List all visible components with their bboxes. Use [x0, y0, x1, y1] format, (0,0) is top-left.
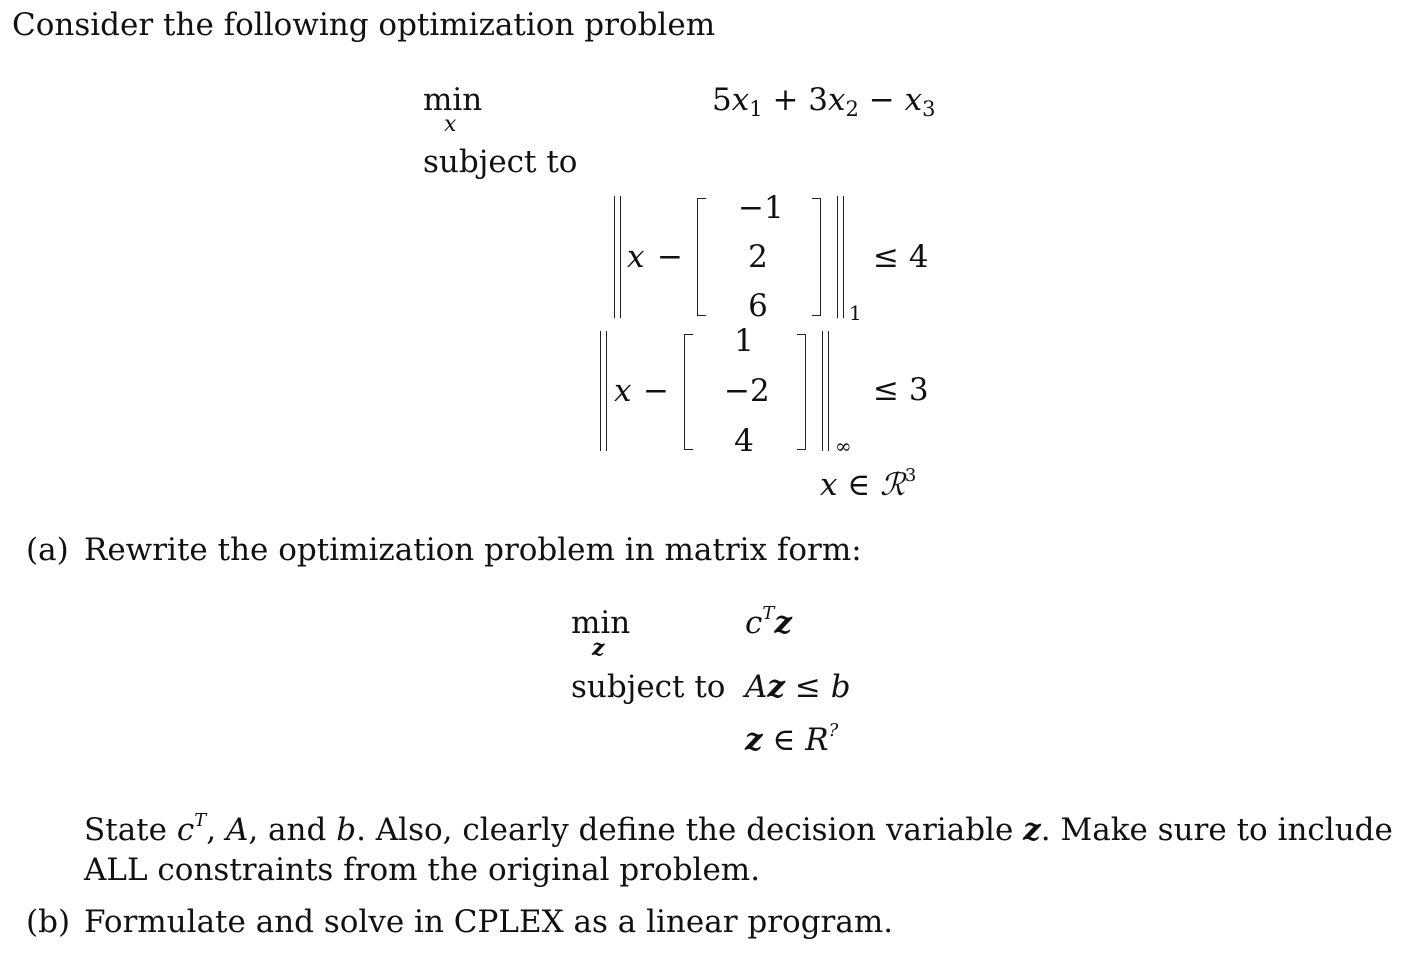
part-a-instruction-line1: [84, 810, 1393, 848]
matrix-objective-z: z: [774, 605, 792, 641]
matrix-objective-c: c: [745, 605, 763, 641]
instruction-part-5: . Make sure to include: [1040, 812, 1393, 848]
constraint2-norm-subscript: ∞: [835, 434, 852, 458]
objective-sub-3: 3: [922, 97, 936, 121]
matrix-domain-R: R: [805, 722, 829, 758]
subject-to-label: subject to: [423, 144, 578, 180]
objective-var-1: x: [731, 82, 750, 118]
instruction-c: c: [176, 812, 195, 848]
matrix-subject-to-label: subject to: [571, 669, 726, 705]
objective-op-2: −: [868, 82, 895, 118]
matrix-domain-exponent: ?: [828, 720, 839, 741]
objective-var-2: x: [828, 82, 846, 118]
matrix-objective: [745, 603, 792, 641]
domain-set: ℛ: [880, 467, 905, 503]
objective-function: [712, 82, 936, 121]
matrix-constraint-z: z: [767, 669, 785, 705]
constraint2-vector-entry-3: 4: [734, 423, 754, 459]
matrix-constraint-A: A: [745, 669, 768, 705]
instruction-transpose: T: [194, 810, 207, 831]
part-b-label: (b): [26, 904, 71, 940]
norm2-left-bar-b: [606, 331, 607, 451]
constraint1-var: x: [627, 239, 645, 275]
norm1-right-bar-a: [837, 196, 838, 318]
part-a-instruction-line2: ALL constraints from the original problem.: [84, 852, 761, 888]
matrix-domain: [745, 720, 839, 758]
matrix-domain-z: z: [745, 722, 763, 758]
constraint2-var: x: [614, 373, 632, 409]
domain-exponent: 3: [904, 465, 917, 486]
constraint2-bracket-left: [684, 334, 693, 450]
instruction-A: A: [225, 812, 249, 848]
matrix-min-operator: min: [571, 605, 631, 641]
part-a-text: Rewrite the optimization problem in matrix form:: [84, 532, 862, 568]
objective-sub-2: 2: [845, 97, 859, 121]
constraint2-minus: −: [643, 373, 669, 409]
intro-text: Consider the following optimization problem: [12, 7, 716, 43]
objective-coef-2: 3: [808, 82, 829, 118]
norm1-left-bar-a: [614, 196, 615, 318]
objective-coef-1: 5: [712, 82, 732, 118]
objective-var-3: x: [904, 82, 923, 118]
instruction-part-3: , and: [248, 812, 337, 848]
norm2-right-bar-a: [822, 331, 823, 451]
constraint2-relation: ≤ 3: [873, 372, 929, 408]
constraint1-relation: ≤ 4: [873, 239, 929, 275]
part-b-text: Formulate and solve in CPLEX as a linear program.: [84, 904, 894, 940]
instruction-b: b: [336, 812, 357, 848]
domain-var: x: [820, 467, 838, 503]
matrix-constraint-b: b: [830, 669, 851, 705]
norm2-left-bar-a: [600, 331, 601, 451]
constraint2-vector-entry-2: −2: [724, 373, 770, 409]
norm2-right-bar-b: [828, 331, 829, 451]
constraint1-minus: −: [657, 239, 683, 275]
objective-op-1: +: [772, 82, 799, 118]
min-variable: x: [444, 112, 457, 137]
norm1-right-bar-b: [843, 196, 844, 318]
matrix-objective-transpose: T: [762, 603, 775, 624]
matrix-domain-in: ∈: [772, 722, 796, 758]
instruction-part-1: State: [84, 812, 177, 848]
min-operator: min: [423, 82, 483, 118]
constraint1-bracket-right: [812, 198, 821, 316]
instruction-z: z: [1023, 812, 1041, 848]
matrix-constraint: [745, 669, 851, 705]
objective-sub-1: 1: [749, 97, 763, 121]
domain-in: ∈: [847, 467, 871, 503]
norm1-left-bar-b: [620, 196, 621, 318]
constraint2-vector-entry-1: 1: [734, 323, 754, 359]
instruction-part-4: . Also, clearly define the decision variable: [356, 812, 1024, 848]
matrix-min-variable: z: [592, 635, 605, 661]
constraint1-norm-subscript: 1: [849, 301, 862, 325]
matrix-constraint-rel: ≤: [794, 669, 821, 705]
instruction-part-2: ,: [206, 812, 226, 848]
problem-domain: [820, 465, 917, 503]
constraint1-bracket-left: [697, 198, 706, 316]
constraint1-vector-entry-2: 2: [748, 239, 768, 275]
constraint1-vector-entry-1: −1: [738, 190, 784, 226]
constraint2-bracket-right: [797, 334, 806, 450]
constraint1-vector-entry-3: 6: [748, 288, 768, 324]
part-a-label: (a): [26, 532, 69, 568]
